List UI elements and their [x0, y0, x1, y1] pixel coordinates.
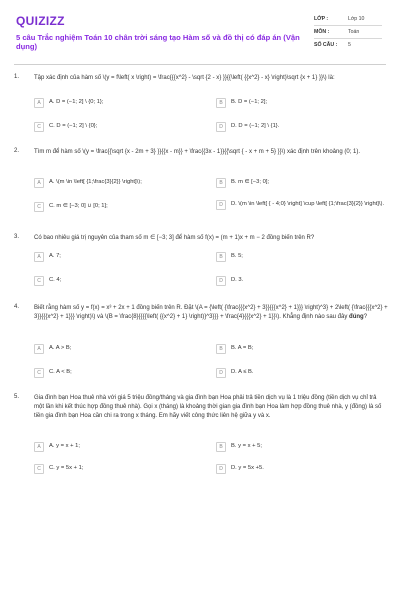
- question-text: Có bao nhiêu giá trị nguyên của tham số m ∈ [−3; 3] để hàm số f(x) = (m + 1)x + m − 2 đồng biến trên R?: [34, 235, 315, 241]
- option-letter: A: [34, 98, 44, 108]
- option-c[interactable]: [34, 202, 209, 212]
- option-b[interactable]: [216, 178, 391, 188]
- option-letter: D: [216, 200, 226, 210]
- option-text: B. D = (−1; 2];: [231, 99, 268, 105]
- option-text: D. A ≤ B.: [231, 369, 254, 375]
- option-letter: D: [216, 368, 226, 378]
- option-letter: D: [216, 464, 226, 474]
- option-c[interactable]: [34, 122, 209, 132]
- option-letter: A: [34, 252, 44, 262]
- quizizz-logo: QUIZIZZ: [16, 14, 65, 28]
- option-letter: C: [34, 368, 44, 378]
- option-text: B. m ∈ [−3; 0];: [231, 179, 270, 185]
- option-d[interactable]: [216, 368, 391, 378]
- option-c[interactable]: [34, 276, 209, 286]
- option-c[interactable]: [34, 464, 209, 474]
- question-number: 4.: [14, 304, 20, 310]
- option-text: A. 7;: [49, 253, 61, 259]
- question-text-end: ?: [363, 314, 368, 320]
- question-number: 2.: [14, 148, 20, 154]
- question-text: Tập xác định của hàm số \(y = f\left( x \right) = \frac{{{x^2} - \sqrt {2 - x} }}{{\left( {{x^2} - x} \right)\sqrt {x + 1} }}\) là:: [34, 75, 335, 81]
- option-text: C. m ∈ [−3; 0] ∪ [0; 1];: [49, 203, 108, 209]
- meta-row-count: [314, 39, 382, 51]
- option-text: D. 3.: [231, 277, 244, 283]
- option-a[interactable]: [34, 178, 209, 188]
- option-d[interactable]: [216, 122, 391, 132]
- option-a[interactable]: [34, 344, 209, 354]
- option-text: B. y = x + 5;: [231, 443, 262, 449]
- option-letter: C: [34, 464, 44, 474]
- option-b[interactable]: [216, 98, 391, 108]
- question-number: 1.: [14, 74, 20, 80]
- meta-value: Toán: [348, 29, 360, 35]
- option-text: B. 5;: [231, 253, 243, 259]
- question-text: Gia đình bạn Hoa thuê nhà với giá 5 triệu đồng/tháng và gia đình bạn Hoa phải trả tiền dịch vụ là 1 triệu đồng (tiền dịch vụ chỉ trả một lần khi kết thúc hợp đồng thuê nhà). Gọi x (tháng) là khoảng thời gian gia đình bạn Hoa làm hợp đồng thuê nhà, y (đồng) là số tiền gia đình bạn Hoa cần chi ra trong x tháng. Em hãy viết công thức liên hệ giữa y và x.: [34, 395, 382, 419]
- option-text: C. A < B;: [49, 369, 72, 375]
- meta-row-class: [314, 13, 382, 26]
- option-text: A. y = x + 1;: [49, 443, 80, 449]
- meta-value: 5: [348, 42, 351, 48]
- question-text: [34, 304, 388, 322]
- option-b[interactable]: [216, 252, 391, 262]
- option-letter: D: [216, 122, 226, 132]
- option-letter: C: [34, 122, 44, 132]
- meta-value: Lớp 10: [348, 16, 365, 22]
- option-letter: A: [34, 344, 44, 354]
- option-d[interactable]: [216, 464, 391, 474]
- option-letter: D: [216, 276, 226, 286]
- option-letter: B: [216, 344, 226, 354]
- option-letter: B: [216, 252, 226, 262]
- option-d[interactable]: [216, 276, 391, 286]
- question-text-main: Biết rằng hàm số y = f(x) = x³ + 2x + 1 đồng biến trên R. Đặt \(A = {\left( {\frac{{{x^2} + 3}}{{{x^2} + 1}}} \right)^3} + 2\left( {\frac{{{x^2} + 3}}{{{x^2} + 1}}} \right)\) và \(B = \frac{8}{{{{\left( {{x^2} + 1} \right)}^3}}} + \frac{4}{{{x^2} + 1}}\). Khẳng định nào sau đây: [34, 305, 388, 320]
- option-letter: A: [34, 178, 44, 188]
- option-text: D. \(m \in \left[ { - 4;0} \right] \cup \left[ {1;\frac{3}{2}} \right]\).: [231, 201, 385, 207]
- option-letter: C: [34, 276, 44, 286]
- option-letter: A: [34, 442, 44, 452]
- option-b[interactable]: [216, 442, 391, 452]
- worksheet-title: 5 câu Trắc nghiệm Toán 10 chân trời sáng tạo Hàm số và đồ thị có đáp án (Vận dụng): [16, 33, 300, 51]
- option-b[interactable]: [216, 344, 391, 354]
- header-divider: [14, 64, 386, 65]
- option-a[interactable]: [34, 98, 209, 108]
- option-letter: C: [34, 202, 44, 212]
- meta-label: SỐ CÂU :: [314, 42, 338, 48]
- option-c[interactable]: [34, 368, 209, 378]
- option-text: C. y = 5x + 1;: [49, 465, 84, 471]
- option-letter: B: [216, 98, 226, 108]
- option-a[interactable]: [34, 252, 209, 262]
- question-text-emphasis: đúng: [349, 314, 364, 320]
- option-text: B. A = B;: [231, 345, 254, 351]
- meta-label: LỚP :: [314, 16, 329, 22]
- question-text: Tìm m để hàm số \(y = \frac{{\sqrt {x - 2m + 3} }}{{x - m}} + \frac{{3x - 1}}{{\sqrt { - x + m + 5} }}\) xác định trên khoảng (0; 1).: [34, 149, 361, 155]
- worksheet-header: [0, 0, 400, 66]
- question-number: 3.: [14, 234, 20, 240]
- option-letter: B: [216, 442, 226, 452]
- meta-box: [314, 13, 382, 51]
- option-d[interactable]: [216, 200, 391, 210]
- option-text: A. A > B;: [49, 345, 72, 351]
- option-text: C. D = (−1; 2] \ {0};: [49, 123, 98, 129]
- question-number: 5.: [14, 394, 20, 400]
- option-text: A. \(m \in \left[ {1;\frac{3}{2}} \right]\);: [49, 179, 142, 185]
- meta-label: MÔN :: [314, 29, 330, 35]
- option-a[interactable]: [34, 442, 209, 452]
- option-text: A. D = (−1; 2] \ {0; 1};: [49, 99, 104, 105]
- option-text: D. y = 5x +5.: [231, 465, 264, 471]
- option-text: C. 4;: [49, 277, 62, 283]
- meta-row-subject: [314, 26, 382, 39]
- option-letter: B: [216, 178, 226, 188]
- option-text: D. D = (−1; 2] \ {1}.: [231, 123, 280, 129]
